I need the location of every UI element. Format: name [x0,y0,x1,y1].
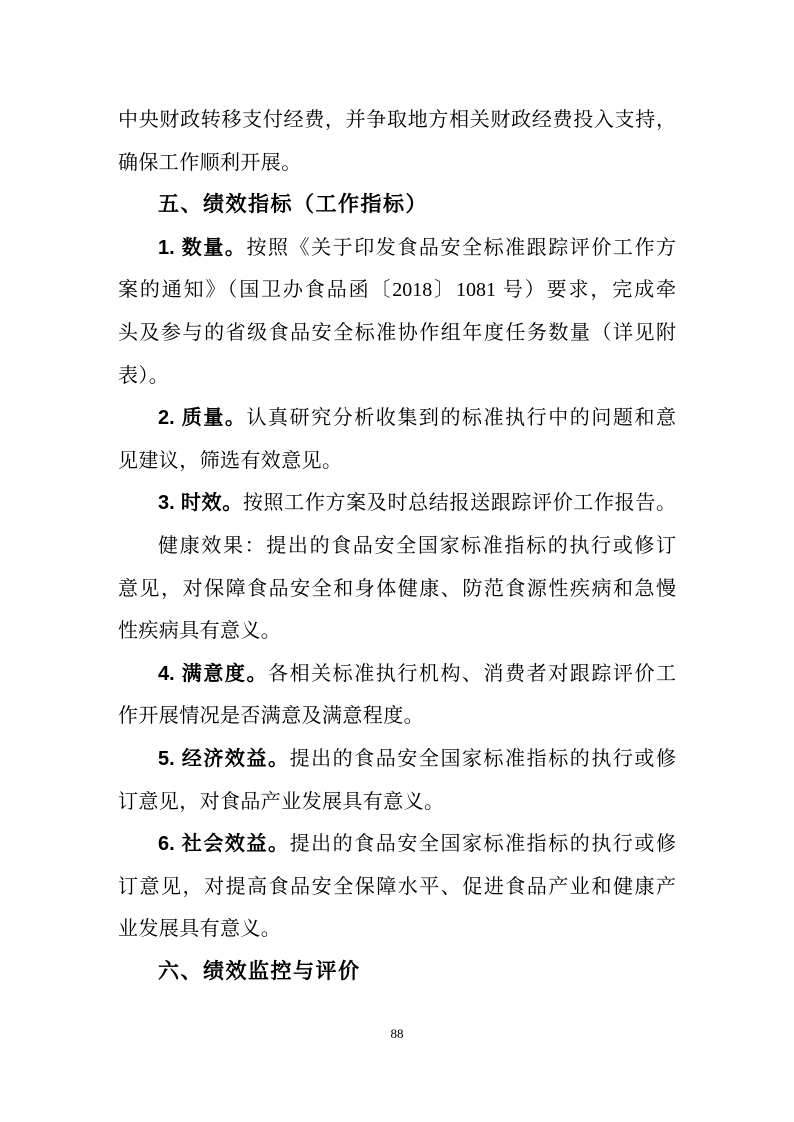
indicator-satisfaction-line [118,653,676,696]
text-line: 意见，对保障食品安全和身体健康、防范食源性疾病和急慢 [118,577,676,600]
text-line: 确保工作顺利开展。 [118,151,302,174]
indicator-quantity-line [118,227,676,270]
page-number: 88 [390,1026,404,1041]
text-line: 头及参与的省级食品安全标准协作组年度任务数量（详见附 [118,321,676,344]
indicator-timeliness-line [118,482,676,525]
text-line: 中央财政转移支付经费，并争取地方相关财政经费投入支持， [118,109,676,131]
health-effect-line: 健康效果：提出的食品安全国家标准指标的执行或修订 [158,534,676,557]
indicator-label: 4. 满意度。 [158,662,269,685]
indicator-quality-line [118,397,676,440]
text-line: 性疾病具有意义。 [118,620,282,643]
indicator-label: 5. 经济效益。 [158,747,290,770]
text-line: 订意见，对食品产业发展具有意义。 [118,790,445,813]
text-line: 业发展具有意义。 [118,918,282,941]
text-line: 表）。 [118,364,170,387]
indicator-label: 1. 数量。 [158,236,247,259]
indicator-text: 按照《关于印发食品安全标准跟踪评价工作方 [246,236,677,259]
indicator-social-benefit-line [118,823,676,866]
text-line: 订意见，对提高食品安全保障水平、促进食品产业和健康产 [118,875,676,898]
section-heading-performance-indicators: 五、绩效指标（工作指标） [158,193,428,217]
indicator-text: 认真研究分析收集到的标准执行中的问题和意 [246,407,677,430]
document-body [118,99,676,993]
section-heading-performance-monitoring: 六、绩效监控与评价 [158,959,361,983]
text-line: 案的通知》（国卫办食品函〔2018〕1081 号）要求，完成牵 [118,279,676,302]
indicator-label: 6. 社会效益。 [158,833,290,856]
indicator-text: 提出的食品安全国家标准指标的执行或修 [289,833,676,856]
indicator-text: 按照工作方案及时总结报送跟踪评价工作报告。 [242,492,676,515]
text-line: 作开展情况是否满意及满意程度。 [118,705,424,728]
indicator-economic-benefit-line [118,738,676,781]
indicator-label: 3. 时效。 [158,492,243,515]
indicator-text: 提出的食品安全国家标准指标的执行或修 [289,747,676,770]
indicator-text: 各相关标准执行机构、消费者对跟踪评价工 [268,662,676,685]
indicator-label: 2. 质量。 [158,407,247,430]
text-line: 见建议，筛选有效意见。 [118,449,343,472]
